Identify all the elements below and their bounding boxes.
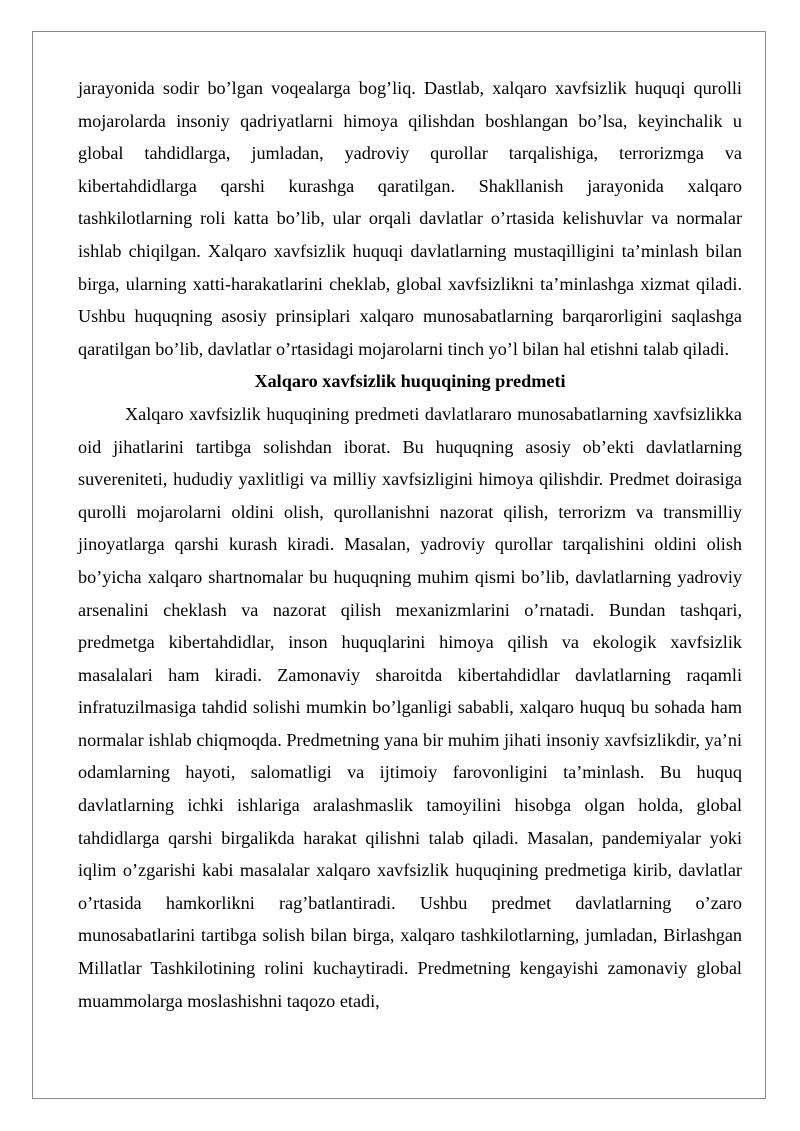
section-heading: Xalqaro xavfsizlik huquqining predmeti (254, 371, 566, 392)
body-paragraph: Xalqaro xavfsizlik huquqining predmeti davlatlararo munosabatlarning xavfsizlikka oid jihatlarini tartibga solishdan iborat. Bu huquqning asosiy ob’ekti davlatlarning suvereniteti, hududiy yaxlitligi va milliy xavfsizligini himoya qilishdir. Predmet doirasiga qurolli mojarolarni oldini olish, qurollanishni nazorat qilish, terrorizm va transmilliy jinoyatlarga qarshi kurash kiradi. Masalan, yadroviy qurollar tarqalishini oldini olish bo’yicha xalqaro shartnomalar bu huquqning muhim qismi bo’lib, davlatlarning yadroviy arsenalini cheklash va nazorat qilish mexanizmlarini o’rnatadi. Bundan tashqari, predmetga kibertahdidlar, inson huquqlarini himoya qilish va ekologik xavfsizlik masalalari ham kiradi. Zamonaviy sharoitda kibertahdidlar davlatlarning raqamli infratuzilmasiga tahdid solishi mumkin bo’lganligi sababli, xalqaro huquq bu sohada ham normalar ishlab chiqmoqda. Predmetning yana bir muhim jihati insoniy xavfsizlikdir, ya’ni odamlarning hayoti, salomatligi va ijtimoiy farovonligini ta’minlash. Bu huquq davlatlarning ichki ishlariga aralashmaslik tamoyilini hisobga olgan holda, global tahdidlarga qarshi birgalikda harakat qilishni talab qiladi. Masalan, pandemiyalar yoki iqlim o’zgarishi kabi masalalar xalqaro xavfsizlik huquqining predmetiga kirib, davlatlar o’rtasida hamkorlikni rag’batlantiradi. Ushbu predmet davlatlarning o’zaro munosabatlarini tartibga solish bilan birga, xalqaro tashkilotlarning, jumladan, Birlashgan Millatlar Tashkilotining rolini kuchaytiradi. Predmetning kengayishi zamonaviy global muammolarga moslashishni taqozo etadi, (78, 403, 742, 1011)
body-paragraph: jarayonida sodir bo’lgan voqealarga bog’liq. Dastlab, xalqaro xavfsizlik huquqi qurolli mojarolarda insoniy qadriyatlarni himoya qilishdan boshlangan bo’lsa, keyinchalik u global tahdidlarga, jumladan, yadroviy qurollar tarqalishiga, terrorizmga va kibertahdidlarga qarshi kurashga qaratilgan. Shakllanish jarayonida xalqaro tashkilotlarning roli katta bo’lib, ular orqali davlatlar o’rtasida kelishuvlar va normalar ishlab chiqilgan. Xalqaro xavfsizlik huquqi davlatlarning mustaqilligini ta’minlash bilan birga, ularning xatti-harakatlarini cheklab, global xavfsizlikni ta’minlashga xizmat qiladi. Ushbu huquqning asosiy prinsiplari xalqaro munosabatlarning barqarorligini saqlashga qaratilgan bo’lib, davlatlar o’rtasidagi mojarolarni tinch yo’l bilan hal etishni talab qiladi. (78, 78, 742, 359)
document-body (78, 72, 742, 1017)
